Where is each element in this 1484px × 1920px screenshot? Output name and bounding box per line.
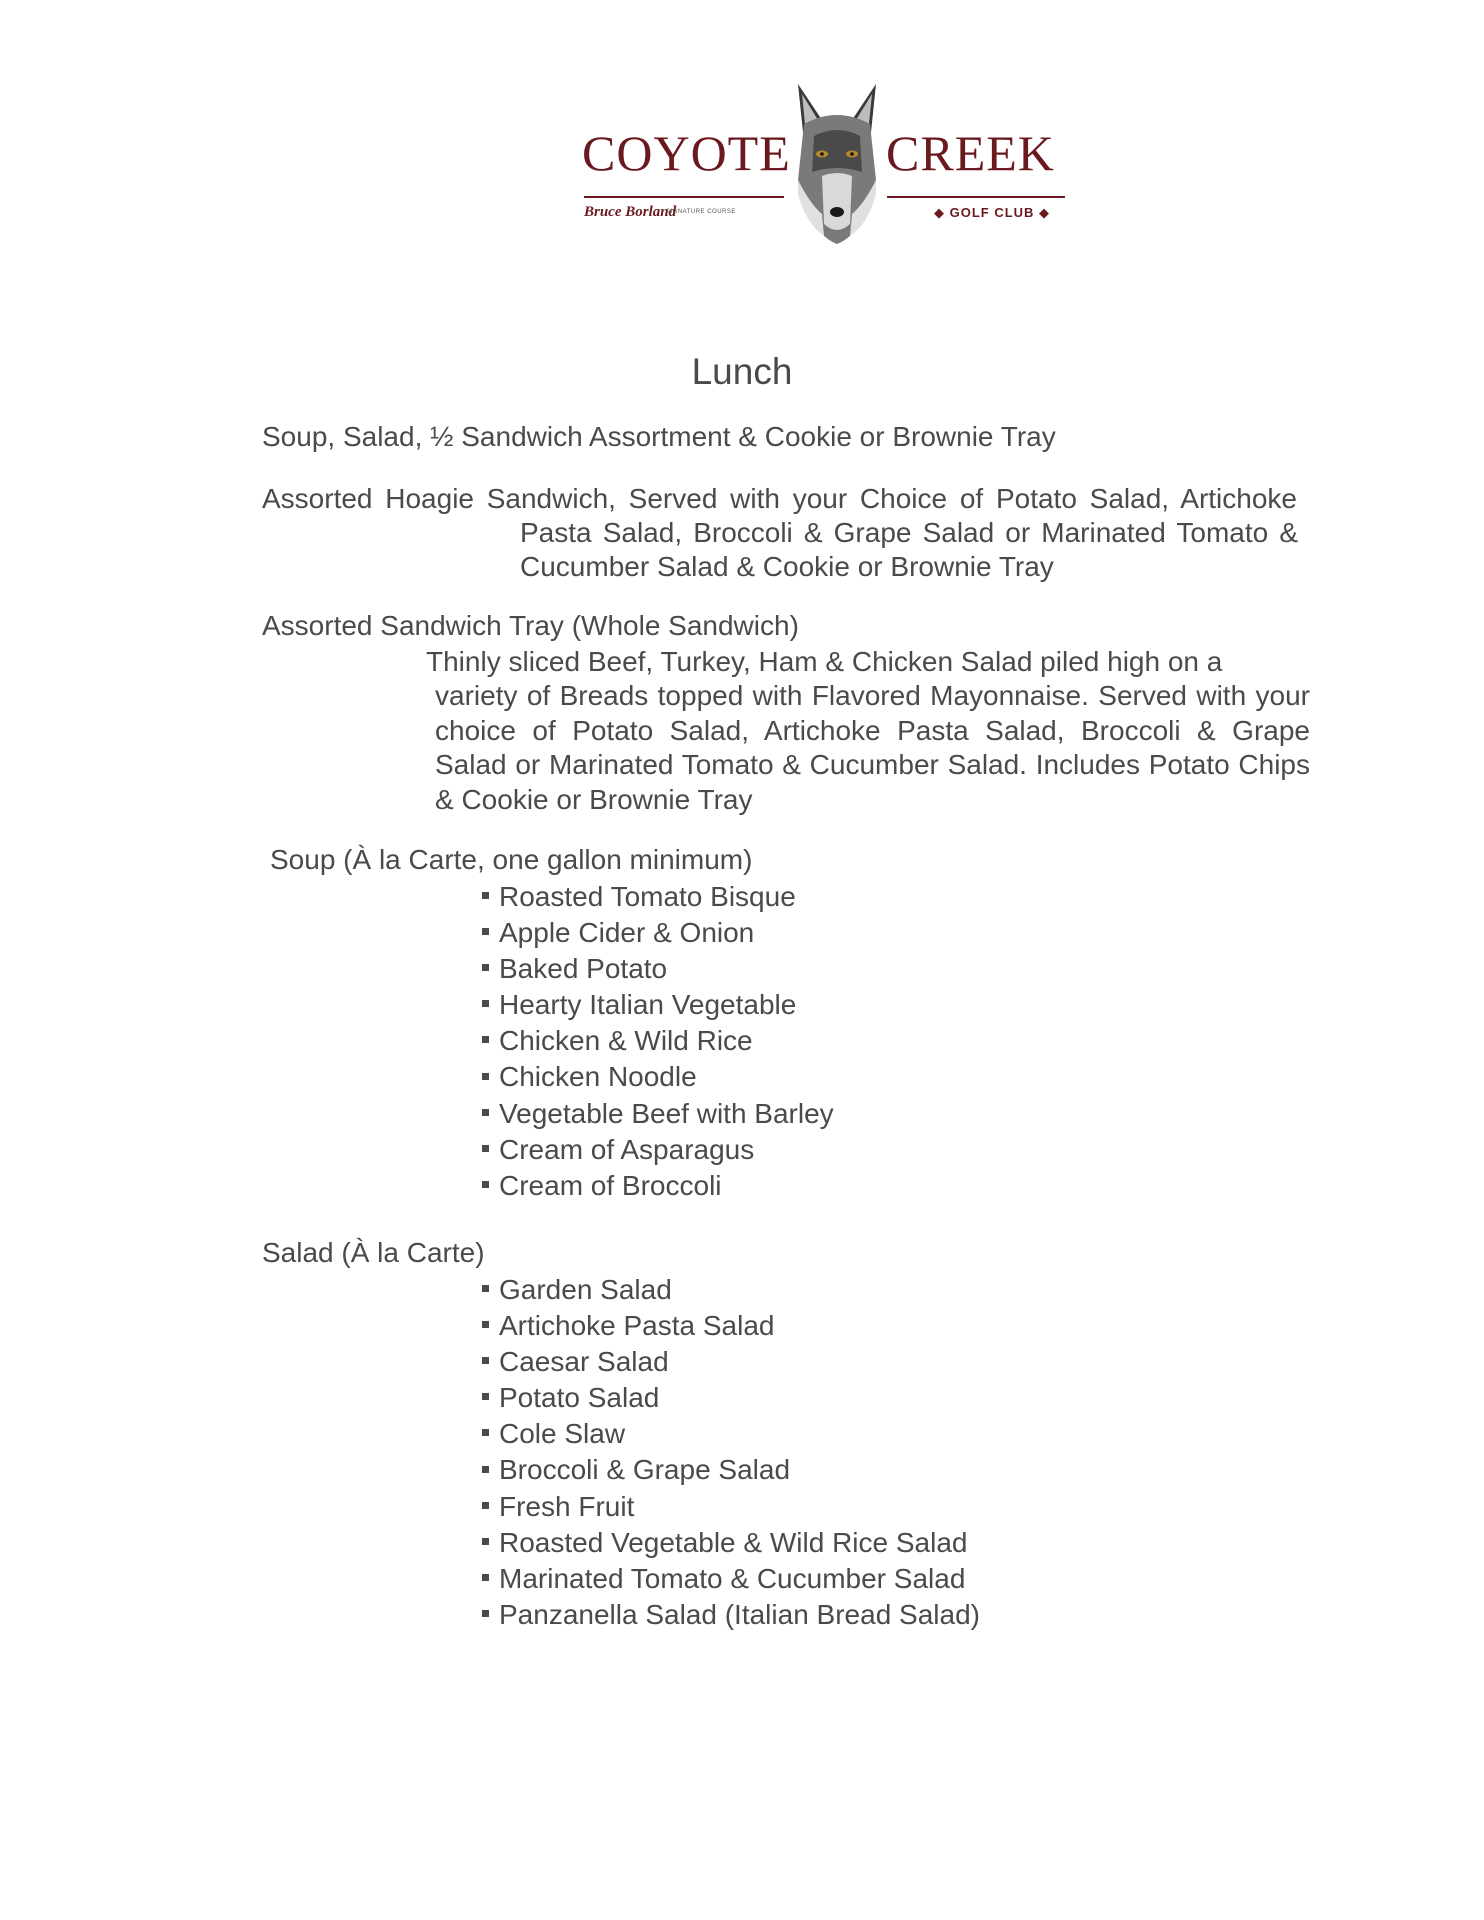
menu-item-hoagie-line-2: Pasta Salad, Broccoli & Grape Salad or Marinated Tomato & [520, 517, 1298, 548]
logo-word-left: COYOTE [582, 125, 791, 181]
soup-option [482, 987, 834, 1023]
soup-option [482, 879, 834, 915]
bullet-square-icon [482, 1181, 489, 1188]
menu-item-sandwich-tray-first-line: Thinly sliced Beef, Turkey, Ham & Chicken Salad piled high on a [426, 646, 1223, 677]
soup-option [482, 1096, 834, 1132]
salad-option-label: Broccoli & Grape Salad [499, 1454, 791, 1486]
bullet-square-icon [482, 892, 489, 899]
bullet-square-icon [482, 1574, 489, 1581]
bullet-square-icon [482, 1285, 489, 1292]
bullet-square-icon [482, 1538, 489, 1545]
soup-option-label: Apple Cider & Onion [499, 917, 755, 949]
coyote-creek-logo [582, 84, 1068, 256]
bullet-square-icon [482, 1109, 489, 1116]
salad-option-label: Artichoke Pasta Salad [499, 1310, 775, 1342]
bullet-square-icon [482, 964, 489, 971]
salad-option-label: Potato Salad [499, 1382, 660, 1414]
soup-option [482, 915, 834, 951]
soup-section-heading: Soup (À la Carte, one gallon minimum) [270, 844, 753, 875]
salad-section-heading: Salad (À la Carte) [262, 1237, 485, 1268]
soup-option-label: Hearty Italian Vegetable [499, 989, 797, 1021]
salad-option [482, 1416, 980, 1452]
soup-option-label: Chicken Noodle [499, 1061, 697, 1093]
bullet-square-icon [482, 1429, 489, 1436]
soup-option-label: Cream of Broccoli [499, 1169, 722, 1201]
salad-option [482, 1561, 980, 1597]
bullet-square-icon [482, 1502, 489, 1509]
salad-option [482, 1272, 980, 1308]
soup-option [482, 1059, 834, 1095]
salad-option [482, 1597, 980, 1633]
soup-option-label: Cream of Asparagus [499, 1133, 755, 1165]
salad-option [482, 1380, 980, 1416]
soup-option-label: Baked Potato [499, 953, 668, 985]
menu-item-hoagie-line-1: Assorted Hoagie Sandwich, Served with your Choice of Potato Salad, Artichoke [262, 483, 1297, 514]
salad-option [482, 1308, 980, 1344]
logo-golf-club: ◆ GOLF CLUB ◆ [934, 205, 1051, 220]
salad-option [482, 1489, 980, 1525]
page-title: Lunch [691, 351, 793, 392]
menu-item-soup-salad-sandwich: Soup, Salad, ½ Sandwich Assortment & Cookie or Brownie Tray [262, 421, 1056, 452]
salad-option-label: Cole Slaw [499, 1418, 626, 1450]
salad-option-label: Marinated Tomato & Cucumber Salad [499, 1562, 966, 1594]
coyote-head-icon [792, 84, 882, 246]
menu-item-sandwich-tray-description: variety of Breads topped with Flavored Mayonnaise. Served with your choice of Potato Salad, Artichoke Pasta Salad, Broccoli & Grape Salad or Marinated Tomato & Cucumber Salad. Includes Potato Chips & Cookie or Brownie Tray [435, 680, 1310, 815]
salad-option [482, 1525, 980, 1561]
soup-list [482, 879, 834, 1204]
bullet-square-icon [482, 1357, 489, 1364]
salad-option-label: Roasted Vegetable & Wild Rice Salad [499, 1526, 968, 1558]
salad-option-label: Garden Salad [499, 1274, 672, 1305]
soup-option-label: Chicken & Wild Rice [499, 1025, 753, 1057]
bullet-square-icon [482, 1610, 489, 1617]
logo-rule-left [584, 196, 784, 198]
bullet-square-icon [482, 1321, 489, 1328]
salad-option-label: Fresh Fruit [499, 1490, 635, 1522]
soup-option-label: Vegetable Beef with Barley [499, 1097, 834, 1129]
logo-word-right: CREEK [886, 125, 1055, 181]
bullet-square-icon [482, 1145, 489, 1152]
soup-option [482, 1023, 834, 1059]
bullet-square-icon [482, 1073, 489, 1080]
salad-option [482, 1452, 980, 1488]
menu-item-sandwich-tray-heading: Assorted Sandwich Tray (Whole Sandwich) [262, 610, 799, 641]
soup-option [482, 1132, 834, 1168]
bullet-square-icon [482, 928, 489, 935]
logo-signature: Bruce Borland [584, 204, 677, 220]
logo-signature-course: SIGNATURE COURSE [666, 209, 736, 215]
salad-list [482, 1272, 980, 1633]
bullet-square-icon [482, 1036, 489, 1043]
menu-item-hoagie-line-3: Cucumber Salad & Cookie or Brownie Tray [520, 551, 1054, 582]
soup-option [482, 951, 834, 987]
bullet-square-icon [482, 1000, 489, 1007]
bullet-square-icon [482, 1466, 489, 1473]
salad-option-label: Panzanella Salad (Italian Bread Salad) [499, 1598, 980, 1630]
logo-rule-right [887, 196, 1065, 198]
soup-option [482, 1168, 834, 1204]
bullet-square-icon [482, 1393, 489, 1400]
salad-option [482, 1344, 980, 1380]
salad-option-label: Caesar Salad [499, 1346, 669, 1378]
soup-option-label: Roasted Tomato Bisque [499, 881, 796, 912]
